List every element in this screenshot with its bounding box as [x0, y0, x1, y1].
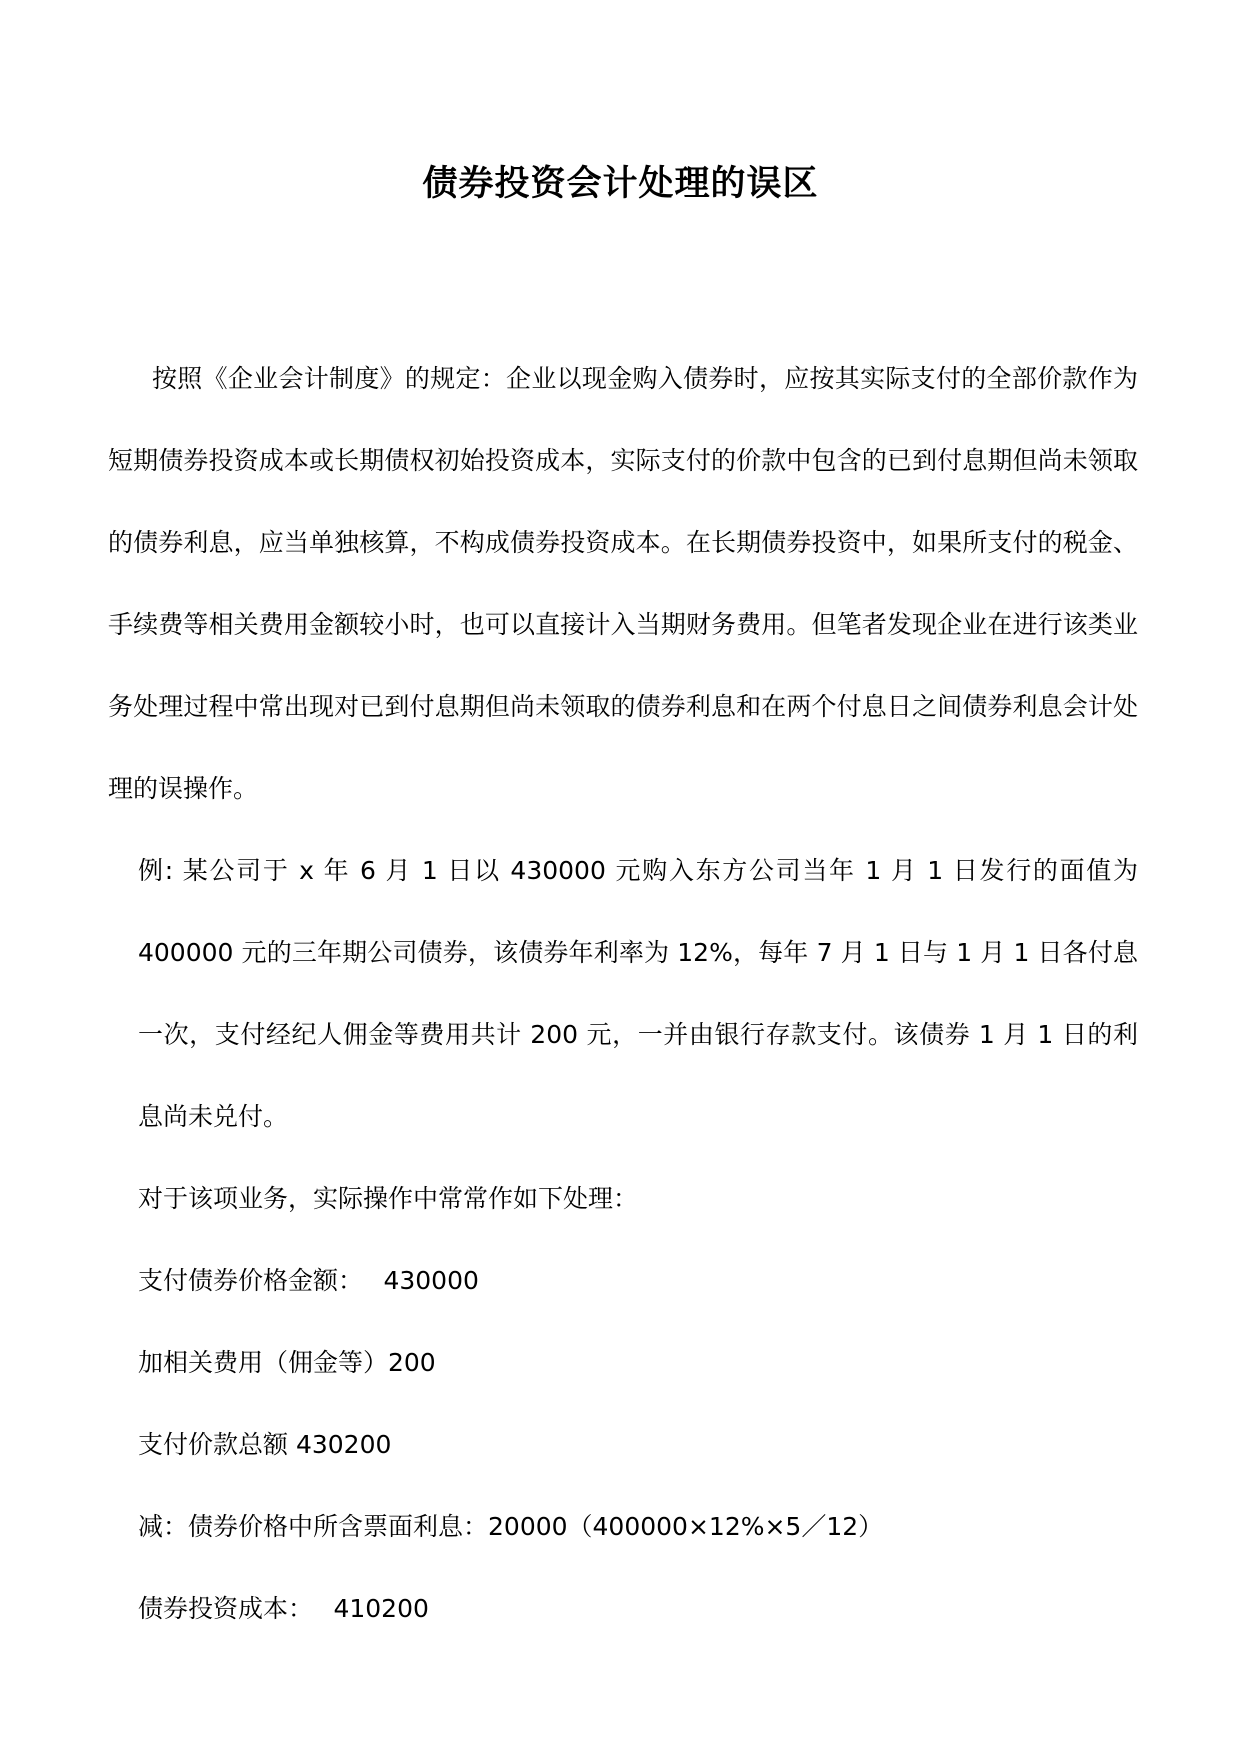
line-bond-price: 支付债券价格金额： 430000: [138, 1266, 479, 1295]
paragraph-regulation: 按照《企业会计制度》的规定：企业以现金购入债券时，应按其实际支付的全部价款作为短期债券投资成本或长期债权初始投资成本，实际支付的价款中包含的已到付息期但尚未领取的债券利息，应当单独核算，不构成债券投资成本。在长期债券投资中，如果所支付的税金、手续费等相关费用金额较小时，也可以直接计入当期财务费用。但笔者发现企业在进行该类业务处理过程中常出现对已到付息期但尚未领取的债券利息和在两个付息日之间债券利息会计处理的误操作。: [108, 364, 1138, 803]
line-related-fees: 加相关费用（佣金等）200: [138, 1348, 436, 1377]
document-title: 债券投资会计处理的误区: [422, 163, 819, 204]
line-less-interest: 减：债券价格中所含票面利息：20000（400000×12%×5／12）: [138, 1512, 884, 1541]
paragraph-example: 例: 某公司于 x 年 6 月 1 日以 430000 元购入东方公司当年 1 月 1 日发行的面值为 400000 元的三年期公司债券，该债券年利率为 12%，每年 7 月 1 日与 1 月 1 日各付息一次，支付经纪人佣金等费用共计 200 元，一并由银行存款支付。该债券 1 月 1 日的利息尚未兑付。: [138, 856, 1138, 1131]
line-investment-cost: 债券投资成本： 410200: [138, 1594, 429, 1623]
document-body: [108, 338, 1138, 1650]
line-treatment-intro: 对于该项业务，实际操作中常常作如下处理：: [138, 1184, 639, 1213]
line-total-payment: 支付价款总额 430200: [138, 1430, 392, 1459]
